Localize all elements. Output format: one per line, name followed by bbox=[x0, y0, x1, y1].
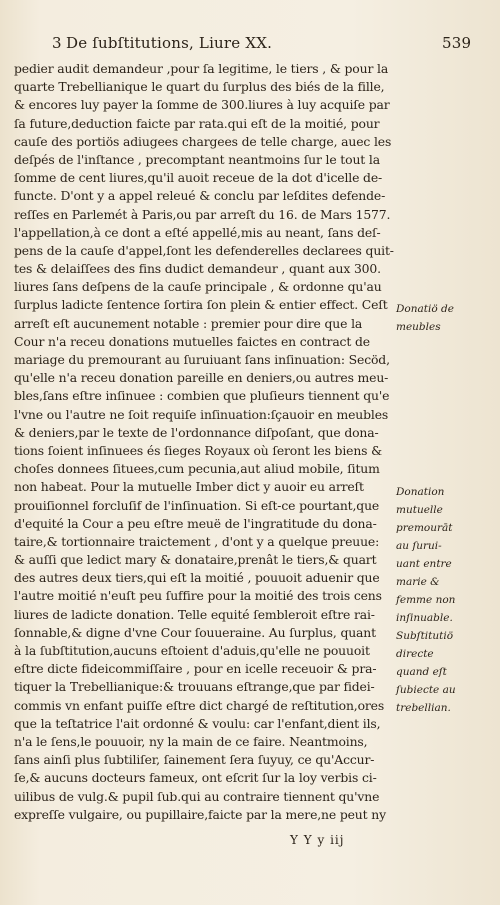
text-line: functe. D'ont y a appel releué & conclu par leſdites defende- bbox=[14, 188, 386, 204]
text-line: d'equité la Cour a peu eſtre meuë de l'ingratitude du dona- bbox=[14, 515, 377, 531]
text-line: à la ſubſtitution,aucuns eſtoient d'aduis,qu'elle ne pouuoit bbox=[14, 643, 370, 658]
main-text bbox=[14, 60, 394, 824]
text-line: tions ſoient inſinuees és ſieges Royaux où ſeront les biens & bbox=[14, 442, 383, 458]
text-line: expreſſe vulgaire, ou pupillaire,faicte par la mere,ne peut ny bbox=[14, 806, 386, 822]
text-line: uilibus de vulg.& pupil ſub.qui au contraire tiennent qu'vne bbox=[14, 788, 380, 804]
marginal-note: uant entre bbox=[396, 558, 452, 570]
text-line: commis vn enfant puiſſe eſtre dict chargé de reſtitution,ores bbox=[14, 697, 385, 713]
marginal-note: Donatiö de bbox=[396, 303, 454, 315]
text-line: quarte Trebellianique le quart du ſurplus des biés de la fille, bbox=[14, 79, 385, 95]
page-number: 539 bbox=[442, 34, 472, 52]
text-line: eſtre dicte fideicommiſſaire , pour en icelle receuoir & pra- bbox=[14, 661, 377, 677]
text-line: deſpés de l'inſtance , precomptant neantmoins ſur le tout la bbox=[14, 151, 380, 167]
text-line: arreſt eſt aucunement notable : premier pour dire que la bbox=[14, 315, 363, 331]
marginal-note: mutuelle bbox=[396, 504, 443, 516]
text-line: taire,& tortionnaire traictement , d'ont y a quelque preuue: bbox=[14, 533, 380, 549]
marginal-note: Subſtitutiö bbox=[396, 630, 454, 642]
text-line: prouiſionnel forcluſif de l'inſinuation. Si eſt-ce pourtant,que bbox=[14, 497, 380, 513]
text-line: non habeat. Pour la mutuelle Imber dict y auoir eu arreſt bbox=[14, 479, 364, 495]
text-line: reſſes en Parlemét à Paris,ou par arreſt du 16. de Mars 1577. bbox=[14, 206, 391, 222]
marginal-note: premourāt bbox=[396, 522, 453, 534]
text-line: choſes donnees ſituees,cum pecunia,aut aliud mobile, ſitum bbox=[14, 461, 380, 477]
text-line: l'autre moitié n'euſt peu ſuffire pour la moitié des trois cens bbox=[14, 588, 382, 604]
text-line: & encores luy payer la ſomme de 300.liures à luy acquiſe par bbox=[14, 97, 390, 113]
text-line: Cour n'a receu donations mutuelles faictes en contract de bbox=[14, 333, 370, 349]
marginal-note: trebellian. bbox=[396, 702, 451, 714]
text-line: liures de ladicte donation. Telle equité ſembleroit eſtre rai- bbox=[14, 606, 375, 622]
running-title: De ſubſtitutions, Liure XX. bbox=[66, 34, 273, 52]
text-line: tes & delaiſſees des fins dudict demandeur , quant aux 300. bbox=[14, 261, 381, 277]
text-line: tiquer la Trebellianique:& trouuans eſtrange,que par fidei- bbox=[14, 679, 375, 695]
text-line: l'vne ou l'autre ne ſoit requiſe inſinuation:ſçauoir en meubles bbox=[14, 406, 389, 422]
text-line: ſa future,deduction faicte par rata.qui eſt de la moitié, pour bbox=[14, 115, 380, 131]
text-line: que la teſtatrice l'ait ordonné & voulu: car l'enfant,dient ils, bbox=[14, 715, 381, 731]
text-line: ſans ainſi plus ſubtiliſer, ſainement ſera ſuyuy, ce qu'Accur- bbox=[14, 752, 375, 768]
text-line: pedier audit demandeur ,pour ſa legitime, le tiers , & pour la bbox=[14, 61, 389, 76]
marginal-note: ſubiecte au bbox=[396, 684, 456, 696]
text-line: ſonnable,& digne d'vne Cour ſouueraine. Au ſurplus, quant bbox=[14, 624, 376, 640]
marginal-note: Donation bbox=[396, 486, 445, 498]
section-number: 3 bbox=[52, 34, 62, 52]
marginal-note: au ſurui- bbox=[396, 540, 442, 552]
text-line: pens de la cauſe d'appel,ſont les defenderelles declarees quit- bbox=[14, 242, 394, 258]
text-line: ſomme de cent liures,qu'il auoit receue de la dot d'icelle de- bbox=[14, 170, 383, 186]
text-line: liures ſans deſpens de la cauſe principale , & ordonne qu'au bbox=[14, 279, 382, 295]
text-line: & deniers,par le texte de l'ordonnance diſpoſant, que dona- bbox=[14, 424, 379, 440]
text-line: cauſe des portiös adiugees chargees de telle charge, auec les bbox=[14, 133, 392, 149]
marginal-note: directe bbox=[396, 648, 434, 660]
text-line: qu'elle n'a receu donation pareille en deniers,ou autres meu- bbox=[14, 370, 389, 386]
text-line: ſe,& aucuns docteurs fameux, ont eſcrit ſur la loy verbis ci- bbox=[14, 770, 377, 786]
text-line: n'a le ſens,le pouuoir, ny la main de ce faire. Neantmoins, bbox=[14, 733, 368, 749]
text-line: ſurplus ladicte ſentence ſortira ſon plein & entier effect. Ceſt bbox=[14, 297, 388, 313]
text-line: & auſſi que ledict mary & donataire,prenât le tiers,& quart bbox=[14, 552, 377, 568]
text-line: mariage du premourant au ſuruiuant ſans inſinuation: Secöd, bbox=[14, 352, 390, 367]
marginal-note: inſinuable. bbox=[396, 612, 453, 624]
marginal-note: marie & bbox=[396, 576, 440, 588]
text-line: des autres deux tiers,qui eſt la moitié , pouuoit aduenir que bbox=[14, 570, 380, 586]
signature-mark: Y Y y iij bbox=[290, 833, 345, 847]
text-line: l'appellation,à ce dont a eſté appellé,mis au neant, ſans deſ- bbox=[14, 224, 381, 240]
marginal-note: femme non bbox=[396, 594, 456, 606]
marginal-note: meubles bbox=[396, 321, 441, 333]
marginal-note: quand eſt bbox=[396, 666, 447, 678]
text-line: bles,ſans eſtre inſinuee : combien que pluſieurs tiennent qu'e bbox=[14, 388, 390, 404]
